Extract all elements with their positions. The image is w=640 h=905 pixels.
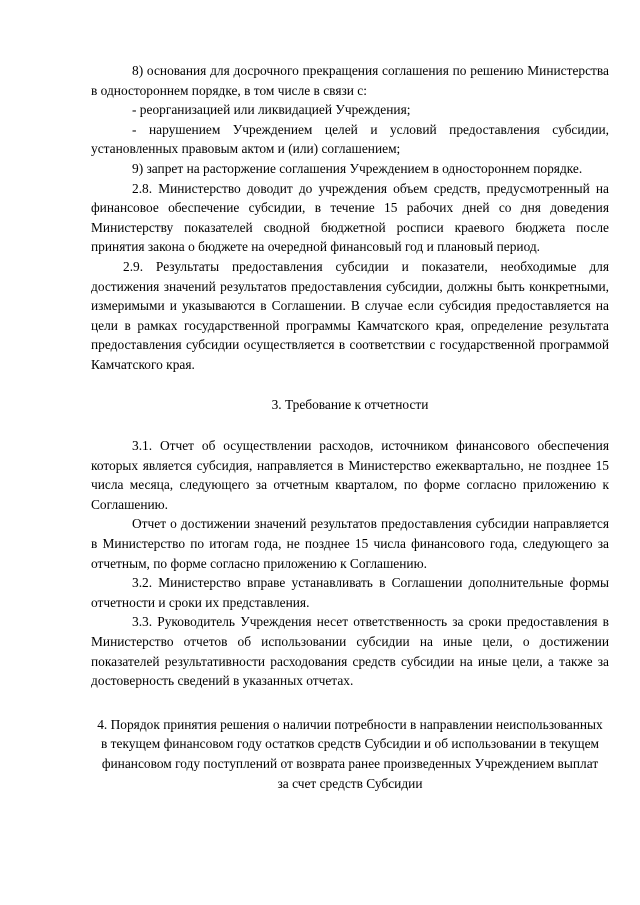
paragraph-results-report: Отчет о достижении значений результатов предоставления субсидии направляется в Министерство по итогам года, не позднее 15 числа финансового года, следующего за отчетным, по форме согласно приложению к Соглашению. bbox=[91, 516, 609, 571]
section-3-title: 3. Требование к отчетности bbox=[271, 396, 429, 412]
paragraph-3-2: 3.2. Министерство вправе устанавливать в Соглашении дополнительные формы отчетности и сроки их представления. bbox=[91, 575, 609, 610]
paragraph-2-8: 2.8. Министерство доводит до учреждения объем средств, предусмотренный на финансовое обеспечение субсидии, в течение 15 рабочих дней со дня доведения Министерству показателей сводной бюджетной росписи краевого бюджета после принятия закона о бюджете на очередной финансовый год и плановый период. bbox=[91, 180, 609, 255]
list-item-reorganization: - реорганизацией или ликвидацией Учреждения; bbox=[132, 102, 411, 118]
section-4-title: 4. Порядок принятия решения о наличии потребности в направлении неиспользованных в текущем финансовом году остатков средств Субсидии и об использовании в текущем финансовом году поступлений от возврата ранее произведенных Учреждением выплат за счет средств Субсидии bbox=[97, 716, 603, 791]
paragraph-3-3: 3.3. Руководитель Учреждения несет ответственность за сроки предоставления в Министерство отчетов об использовании субсидии на иные цели, о достижении показателей результативности расходования средств субсидии на иные цели, а также за достоверность сведений в указанных отчетах. bbox=[91, 614, 609, 689]
paragraph-termination-ban: 9) запрет на расторжение соглашения Учреждением в одностороннем порядке. bbox=[132, 160, 583, 176]
paragraph-2-9: 2.9. Результаты предоставления субсидии и показатели, необходимые для достижения значений результатов предоставления субсидии, должны быть конкретными, измеримыми и указываются в Соглашении. В случае если субсидия предоставляется на цели в рамках государственной программы Камчатского края, определение результата предоставления субсидии осуществляется в соответствии с государственной программой Камчатского края. bbox=[91, 258, 609, 372]
paragraph-3-1: 3.1. Отчет об осуществлении расходов, источником финансового обеспечения которых является субсидия, направляется в Министерство ежеквартально, не позднее 15 числа месяца, следующего за отчетным кварталом, по форме согласно приложению к Соглашению. bbox=[91, 438, 609, 512]
list-item-violation: - нарушением Учреждением целей и условий предоставления субсидии, установленных правовым актом и (или) соглашением; bbox=[91, 121, 609, 157]
section-spacer bbox=[91, 691, 609, 715]
paragraph-termination-grounds: 8) основания для досрочного прекращения соглашения по решению Министерства в одностороннем порядке, в том числе в связи с: bbox=[91, 63, 609, 98]
document-body bbox=[91, 61, 609, 793]
